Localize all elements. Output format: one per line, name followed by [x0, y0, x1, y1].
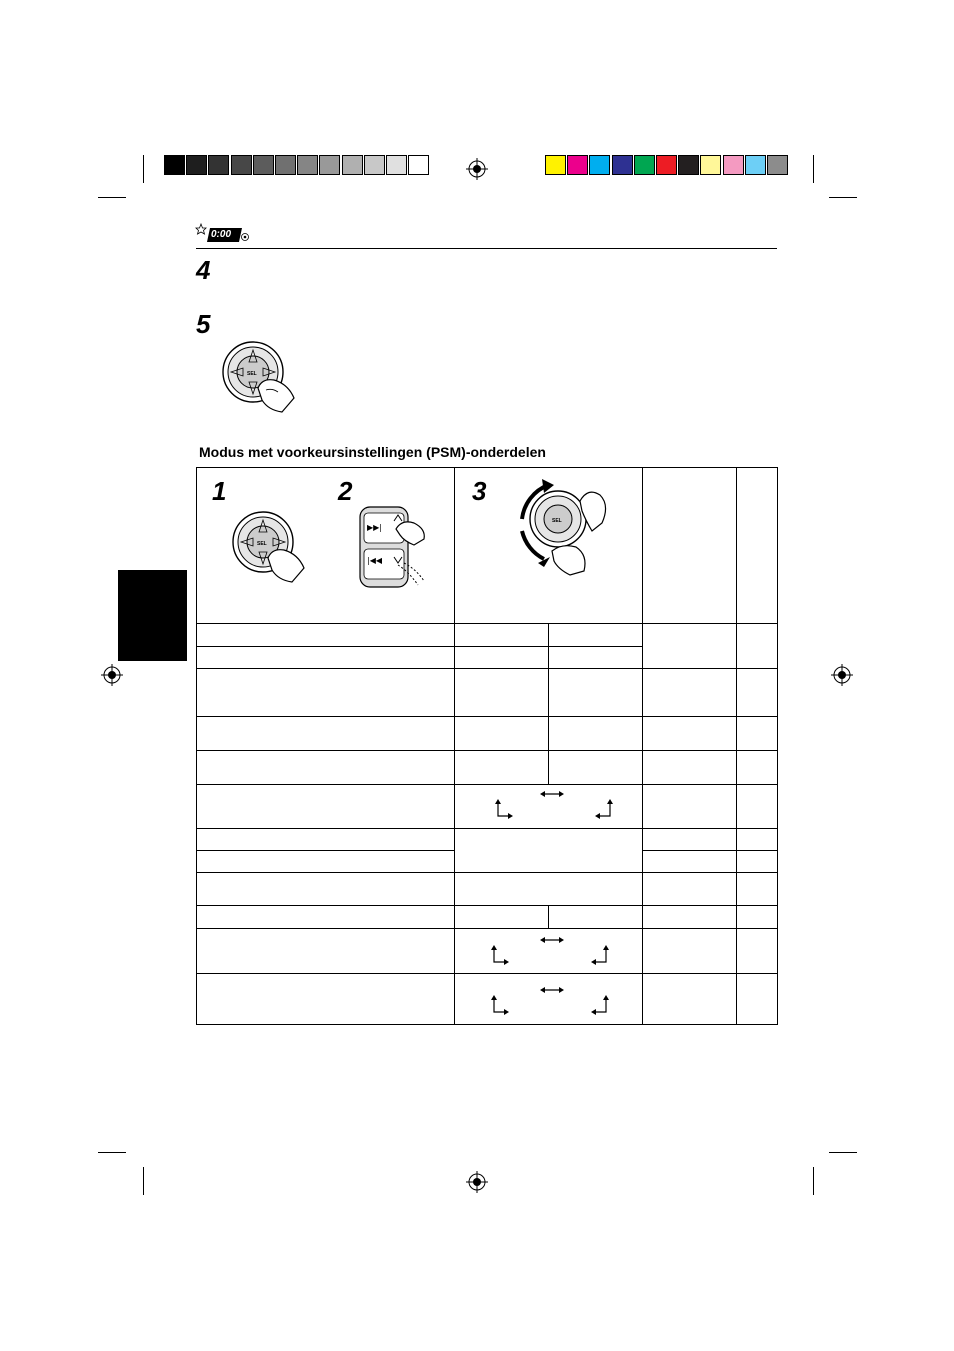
gray-swatch: [408, 155, 429, 175]
gray-swatch: [208, 155, 229, 175]
color-swatch: [767, 155, 788, 175]
arrow-cycle-icon: [492, 788, 616, 822]
crop-mark: [829, 197, 857, 198]
sel-knob-label: SEL: [247, 371, 257, 377]
color-swatch: [545, 155, 566, 175]
arrow-cycle-icon: [488, 984, 612, 1018]
header-rule: [196, 248, 777, 249]
crop-mark: [143, 155, 144, 183]
table-rule: [548, 905, 549, 928]
table-rule: [196, 646, 642, 647]
table-rule: [736, 467, 737, 1025]
gray-swatch: [297, 155, 318, 175]
clock-display-text: 0:00: [211, 229, 232, 240]
svg-text:▶▶|: ▶▶|: [367, 523, 382, 532]
gray-swatch: [342, 155, 363, 175]
gray-swatch: [319, 155, 340, 175]
crop-mark: [829, 1152, 857, 1153]
gray-swatch: [386, 155, 407, 175]
gray-swatch: [231, 155, 252, 175]
color-swatch: [700, 155, 721, 175]
table-rule: [196, 668, 778, 669]
table-step-3: 3: [472, 476, 487, 506]
section-title: Modus met voorkeursinstellingen (PSM)-onderdelen: [199, 444, 546, 460]
table-rule: [196, 973, 778, 974]
table-step-1: 1: [212, 476, 227, 506]
crop-mark: [143, 1167, 144, 1195]
svg-text:SEL: SEL: [257, 541, 267, 547]
color-swatch: [612, 155, 633, 175]
sel-knob-press-illustration: [232, 510, 308, 584]
table-rule: [196, 928, 778, 929]
table-rule: [642, 850, 778, 851]
table-rule: [454, 467, 455, 1025]
table-rule: [196, 784, 778, 785]
table-rule: [548, 623, 549, 784]
color-swatch: [589, 155, 610, 175]
crop-mark: [98, 197, 126, 198]
crop-mark: [98, 1152, 126, 1153]
svg-text:|◀◀: |◀◀: [367, 556, 382, 565]
table-rule: [196, 750, 778, 751]
up-down-buttons-illustration: [358, 505, 428, 595]
step-number-5: 5: [196, 309, 211, 339]
registration-mark-right: [831, 664, 853, 686]
gray-swatch: [164, 155, 185, 175]
color-swatch: [745, 155, 766, 175]
registration-mark-bottom: [466, 1171, 488, 1193]
crop-mark: [813, 155, 814, 183]
gray-swatch: [275, 155, 296, 175]
rotate-knob-illustration: [508, 475, 618, 580]
clock-icon: [196, 223, 252, 245]
table-rule: [196, 850, 454, 851]
table-rule: [642, 467, 643, 1025]
gray-swatch: [253, 155, 274, 175]
registration-mark-top: [466, 158, 488, 180]
table-rule: [196, 905, 778, 906]
color-swatch: [567, 155, 588, 175]
language-tab: [118, 570, 187, 661]
table-rule: [196, 716, 778, 717]
registration-mark-left: [101, 664, 123, 686]
gray-swatch: [186, 155, 207, 175]
table-rule: [196, 828, 778, 829]
sel-knob-illustration: [222, 340, 298, 414]
color-swatch: [723, 155, 744, 175]
crop-mark: [813, 1167, 814, 1195]
table-rule: [196, 872, 778, 873]
step-number-4: 4: [196, 255, 211, 285]
color-swatch: [656, 155, 677, 175]
color-swatch: [634, 155, 655, 175]
color-swatch: [678, 155, 699, 175]
table-rule: [196, 623, 778, 624]
arrow-cycle-icon: [488, 934, 612, 968]
gray-swatch: [364, 155, 385, 175]
table-step-2: 2: [338, 476, 353, 506]
svg-text:SEL: SEL: [552, 518, 562, 524]
